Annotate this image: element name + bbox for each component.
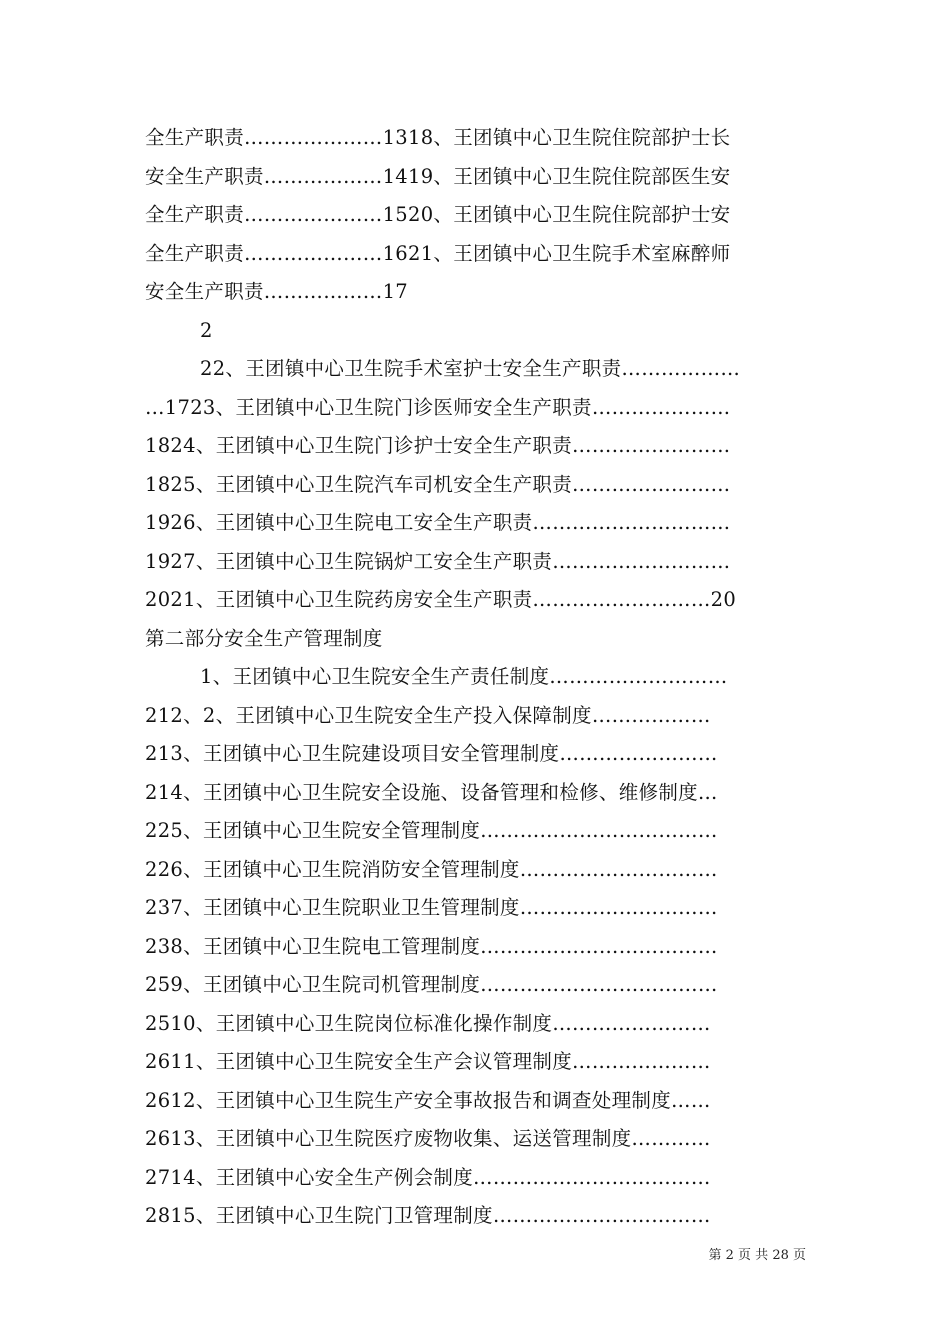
toc-line: 全生产职责…………………1318、王团镇中心卫生院住院部护士长: [145, 126, 731, 149]
toc-line: 225、王团镇中心卫生院安全管理制度………………………………: [145, 819, 718, 842]
toc-line: 214、王团镇中心卫生院安全设施、设备管理和检修、维修制度…: [145, 780, 718, 804]
toc-line: 全生产职责…………………1621、王团镇中心卫生院手术室麻醉师: [145, 241, 731, 265]
document-body: [145, 119, 807, 1236]
toc-line: 1825、王团镇中心卫生院汽车司机安全生产职责……………………: [145, 472, 731, 496]
section-heading: 第二部分安全生产管理制度: [145, 626, 383, 650]
toc-line: 1926、王团镇中心卫生院电工安全生产职责…………………………: [145, 511, 731, 534]
toc-line: 安全生产职责………………17: [145, 280, 409, 303]
toc-line: 213、王团镇中心卫生院建设项目安全管理制度……………………: [145, 742, 718, 765]
toc-line: …1723、王团镇中心卫生院门诊医师安全生产职责…………………: [145, 395, 731, 419]
toc-line: 2611、王团镇中心卫生院安全生产会议管理制度…………………: [145, 1050, 711, 1073]
toc-line: 2612、王团镇中心卫生院生产安全事故报告和调查处理制度……: [145, 1088, 711, 1112]
page-number: 第 2 页 共 28 页: [708, 1248, 806, 1263]
toc-line: 259、王团镇中心卫生院司机管理制度………………………………: [145, 973, 718, 996]
toc-line: 2613、王团镇中心卫生院医疗废物收集、运送管理制度…………: [145, 1127, 711, 1150]
toc-line: 2815、王团镇中心卫生院门卫管理制度……………………………: [145, 1204, 711, 1227]
page-marker: 2: [200, 318, 213, 342]
toc-line: 2510、王团镇中心卫生院岗位标准化操作制度……………………: [145, 1011, 711, 1035]
toc-line: 2714、王团镇中心安全生产例会制度………………………………: [145, 1165, 711, 1189]
toc-line: 安全生产职责………………1419、王团镇中心卫生院住院部医生安: [145, 164, 731, 188]
toc-line: 238、王团镇中心卫生院电工管理制度………………………………: [145, 934, 718, 958]
toc-line: 22、王团镇中心卫生院手术室护士安全生产职责………………: [200, 357, 741, 380]
toc-line: 1、王团镇中心卫生院安全生产责任制度………………………: [200, 665, 728, 688]
toc-line: 1927、王团镇中心卫生院锅炉工安全生产职责………………………: [145, 549, 731, 573]
toc-line: 237、王团镇中心卫生院职业卫生管理制度…………………………: [145, 896, 718, 919]
toc-line: 212、2、王团镇中心卫生院安全生产投入保障制度………………: [145, 703, 711, 727]
toc-line: 全生产职责…………………1520、王团镇中心卫生院住院部护士安: [145, 203, 731, 226]
toc-line: 2021、王团镇中心卫生院药房安全生产职责………………………20: [145, 588, 737, 611]
toc-line: 1824、王团镇中心卫生院门诊护士安全生产职责……………………: [145, 434, 731, 457]
toc-line: 226、王团镇中心卫生院消防安全管理制度…………………………: [145, 857, 718, 881]
